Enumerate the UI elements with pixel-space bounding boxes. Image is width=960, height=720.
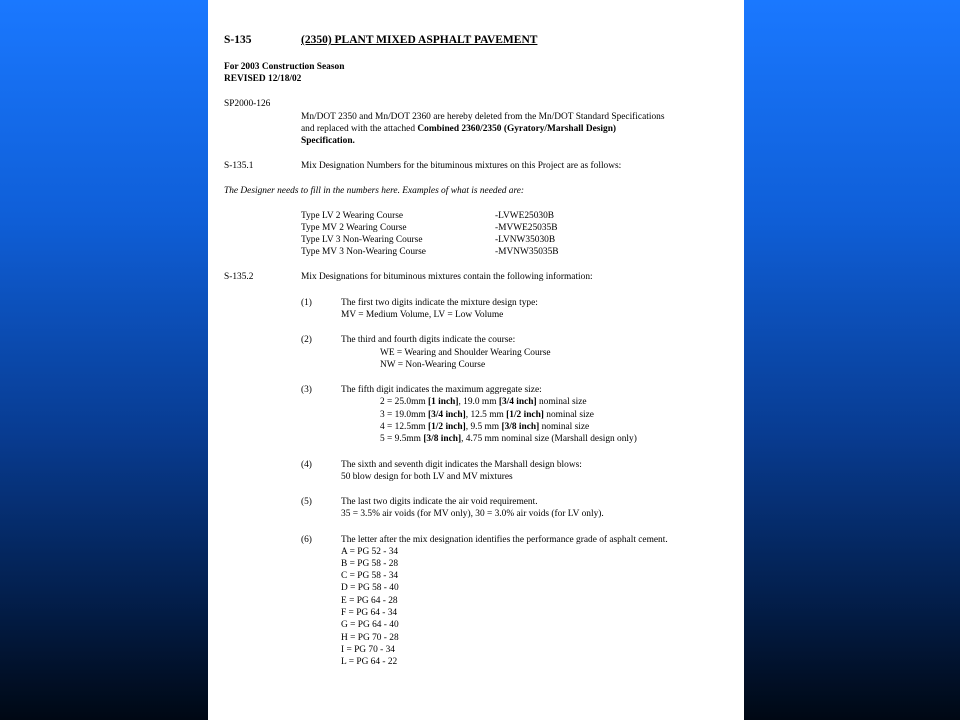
item-detail: 50 blow design for both LV and MV mixtures [341, 472, 513, 482]
document-page [208, 0, 744, 720]
item-text: The last two digits indicate the air void requirement. [341, 497, 538, 507]
grade-line: H = PG 70 - 28 [341, 633, 399, 643]
type-code: -LVNW35030B [495, 235, 556, 245]
type-name: Type LV 2 Wearing Course [301, 211, 404, 221]
grade-line: D = PG 58 - 40 [341, 583, 399, 593]
size-line: 5 = 9.5mm [3/8 inch], 4.75 mm nominal size (Marshall design only) [380, 434, 637, 444]
item-number: (4) [301, 460, 312, 470]
sp-text-line2: and replaced with the attached Combined 2360/2350 (Gyratory/Marshall Design) [301, 124, 617, 134]
section-title: (2350) PLANT MIXED ASPHALT PAVEMENT [301, 34, 538, 46]
item-number: (2) [301, 335, 312, 345]
grade-line: A = PG 52 - 34 [341, 547, 399, 557]
type-name: Type MV 2 Wearing Course [301, 223, 407, 233]
sp-text-line3: Specification. [301, 136, 355, 146]
item-text: The fifth digit indicates the maximum aggregate size: [341, 385, 542, 395]
designer-note: The Designer needs to fill in the numbers here. Examples of what is needed are: [224, 186, 525, 196]
item-text: The sixth and seventh digit indicates the Marshall design blows: [341, 460, 582, 470]
grade-line: B = PG 58 - 28 [341, 559, 399, 569]
type-code: -MVNW35035B [495, 247, 559, 257]
s1-text: Mix Designation Numbers for the bituminous mixtures on this Project are as follows: [301, 161, 622, 171]
grade-line: L = PG 64 - 22 [341, 657, 398, 667]
item-text: The third and fourth digits indicate the course: [341, 335, 516, 345]
item-text: The letter after the mix designation identifies the performance grade of asphalt cement. [341, 535, 668, 545]
section-code: S-135 [224, 34, 252, 46]
item-detail: 35 = 3.5% air voids (for MV only), 30 = 3.0% air voids (for LV only). [341, 509, 604, 519]
item-text: The first two digits indicate the mixture design type: [341, 298, 538, 308]
revised-line: REVISED 12/18/02 [224, 74, 302, 84]
sp-text-line1: Mn/DOT 2350 and Mn/DOT 2360 are hereby deleted from the Mn/DOT Standard Specifications [301, 112, 665, 122]
type-code: -MVWE25035B [495, 223, 558, 233]
grade-line: C = PG 58 - 34 [341, 571, 399, 581]
s2-code: S-135.2 [224, 272, 254, 282]
item-detail: MV = Medium Volume, LV = Low Volume [341, 310, 504, 320]
grade-line: E = PG 64 - 28 [341, 596, 398, 606]
type-name: Type MV 3 Non-Wearing Course [301, 247, 426, 257]
size-line: 4 = 12.5mm [1/2 inch], 9.5 mm [3/8 inch] nominal size [380, 422, 590, 432]
type-name: Type LV 3 Non-Wearing Course [301, 235, 423, 245]
item-number: (1) [301, 298, 312, 308]
item-detail: WE = Wearing and Shoulder Wearing Course [380, 348, 551, 358]
grade-line: G = PG 64 - 40 [341, 620, 399, 630]
grade-line: I = PG 70 - 34 [341, 645, 395, 655]
grade-line: F = PG 64 - 34 [341, 608, 398, 618]
item-detail: NW = Non-Wearing Course [380, 360, 486, 370]
s2-text: Mix Designations for bituminous mixtures contain the following information: [301, 272, 593, 282]
type-code: -LVWE25030B [495, 211, 555, 221]
size-line: 3 = 19.0mm [3/4 inch], 12.5 mm [1/2 inch] nominal size [380, 410, 594, 420]
item-number: (3) [301, 385, 312, 395]
size-line: 2 = 25.0mm [1 inch], 19.0 mm [3/4 inch] nominal size [380, 397, 587, 407]
item-number: (6) [301, 535, 312, 545]
season-line: For 2003 Construction Season [224, 62, 345, 72]
s1-code: S-135.1 [224, 161, 254, 171]
item-number: (5) [301, 497, 312, 507]
sp-code: SP2000-126 [224, 99, 271, 109]
